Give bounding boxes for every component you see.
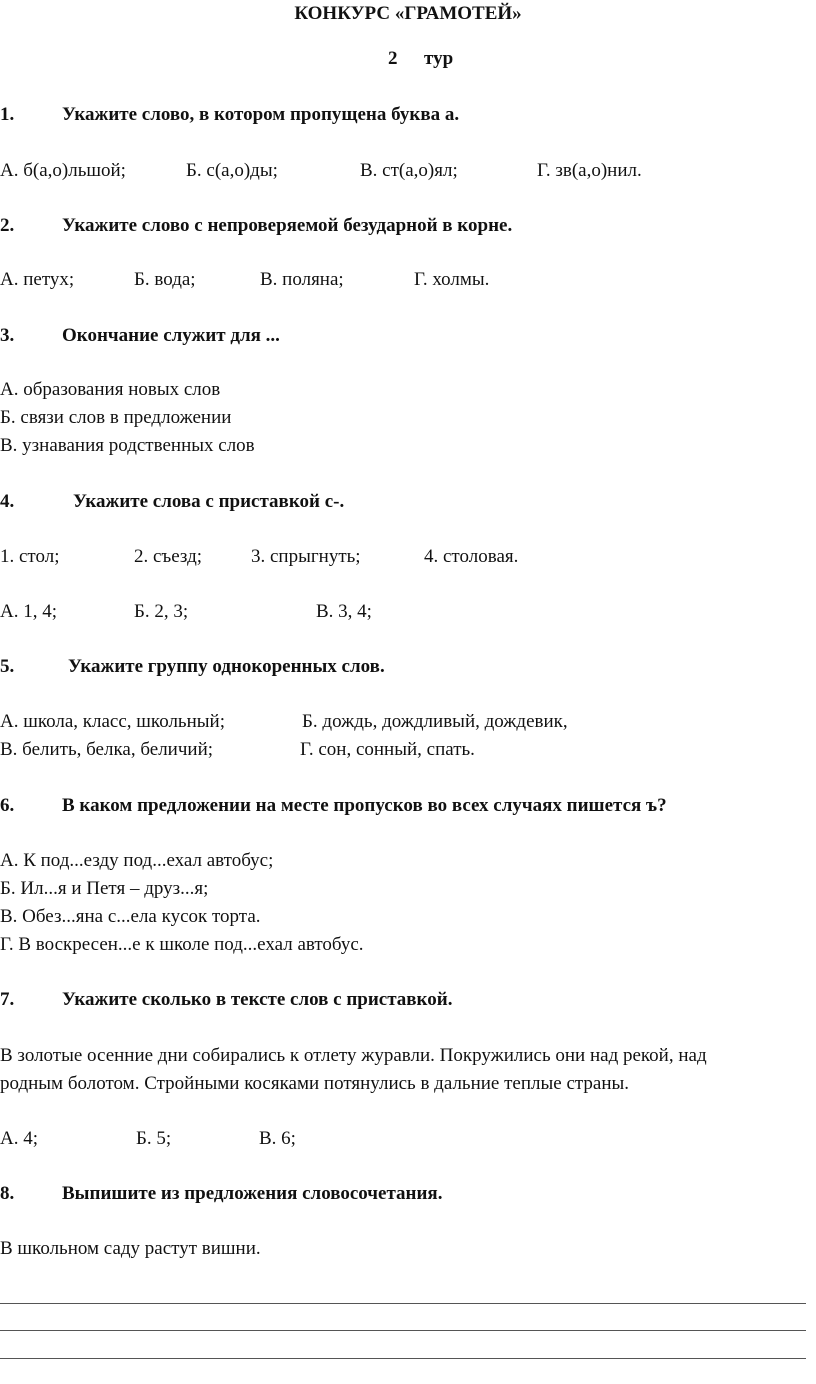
task-sentence: В школьном саду растут вишни.: [0, 1238, 261, 1259]
answer-option: Г. зв(а,о)нил.: [537, 160, 642, 181]
question-number: 6.: [0, 795, 15, 816]
word-item: 1. стол;: [0, 546, 60, 567]
question-number: 1.: [0, 104, 15, 125]
answer-option: А. школа, класс, школьный;: [0, 711, 225, 732]
answer-option: А. петух;: [0, 269, 75, 290]
answer-option: В. поляна;: [260, 269, 344, 290]
question-number: 4.: [0, 491, 15, 512]
passage-line: В золотые осенние дни собирались к отлету журавли. Покружились они над рекой, над: [0, 1045, 707, 1066]
answer-option: Г. холмы.: [414, 269, 490, 290]
answer-option: Б. вода;: [134, 269, 196, 290]
question-text: Укажите слово с непроверяемой безударной в корне.: [62, 215, 513, 236]
answer-line: [0, 1303, 806, 1304]
question-text: Укажите сколько в тексте слов с приставкой.: [62, 989, 453, 1010]
word-item: 2. съезд;: [134, 546, 203, 567]
question-text: Укажите слово, в котором пропущена буква а.: [62, 104, 460, 125]
question-number: 5.: [0, 656, 15, 677]
answer-option: Г. В воскресен...е к школе под...ехал автобус.: [0, 934, 364, 955]
answer-line: [0, 1330, 806, 1331]
question-text: Окончание служит для ...: [62, 325, 280, 346]
question-number: 2.: [0, 215, 15, 236]
answer-option: Б. дождь, дождливый, дождевик,: [302, 711, 568, 732]
answer-option: Б. 5;: [136, 1128, 172, 1149]
passage-line: родным болотом. Стройными косяками потянулись в дальние теплые страны.: [0, 1073, 630, 1094]
word-item: 4. столовая.: [424, 546, 519, 567]
question-text: Выпишите из предложения словосочетания.: [62, 1183, 443, 1204]
answer-option: В. 3, 4;: [316, 601, 372, 622]
answer-line: [0, 1358, 806, 1359]
page-title: КОНКУРС «ГРАМОТЕЙ»: [294, 3, 522, 24]
answer-option: В. ст(а,о)ял;: [360, 160, 458, 181]
answer-option: А. 4;: [0, 1128, 38, 1149]
round-label: тур: [424, 48, 454, 69]
question-text: Укажите группу однокоренных слов.: [68, 656, 385, 677]
question-text: Укажите слова с приставкой с-.: [73, 491, 345, 512]
question-number: 7.: [0, 989, 15, 1010]
question-number: 3.: [0, 325, 15, 346]
answer-option: Г. сон, сонный, спать.: [300, 739, 475, 760]
answer-option: В. белить, белка, беличий;: [0, 739, 214, 760]
answer-option: Б. Ил...я и Петя – друз...я;: [0, 878, 209, 899]
answer-option: Б. с(а,о)ды;: [186, 160, 278, 181]
question-number: 8.: [0, 1183, 15, 1204]
answer-option: В. 6;: [259, 1128, 296, 1149]
answer-option: Б. связи слов в предложении: [0, 407, 232, 428]
answer-option: Б. 2, 3;: [134, 601, 189, 622]
round-number: 2: [388, 48, 398, 69]
answer-option: В. Обез...яна с...ела кусок торта.: [0, 906, 261, 927]
answer-option: А. 1, 4;: [0, 601, 57, 622]
answer-option: А. образования новых слов: [0, 379, 221, 400]
word-item: 3. спрыгнуть;: [251, 546, 361, 567]
answer-option: В. узнавания родственных слов: [0, 435, 255, 456]
answer-option: А. б(а,о)льшой;: [0, 160, 126, 181]
question-text: В каком предложении на месте пропусков во всех случаях пишется ъ?: [62, 795, 667, 816]
answer-option: А. К под...езду под...ехал автобус;: [0, 850, 274, 871]
